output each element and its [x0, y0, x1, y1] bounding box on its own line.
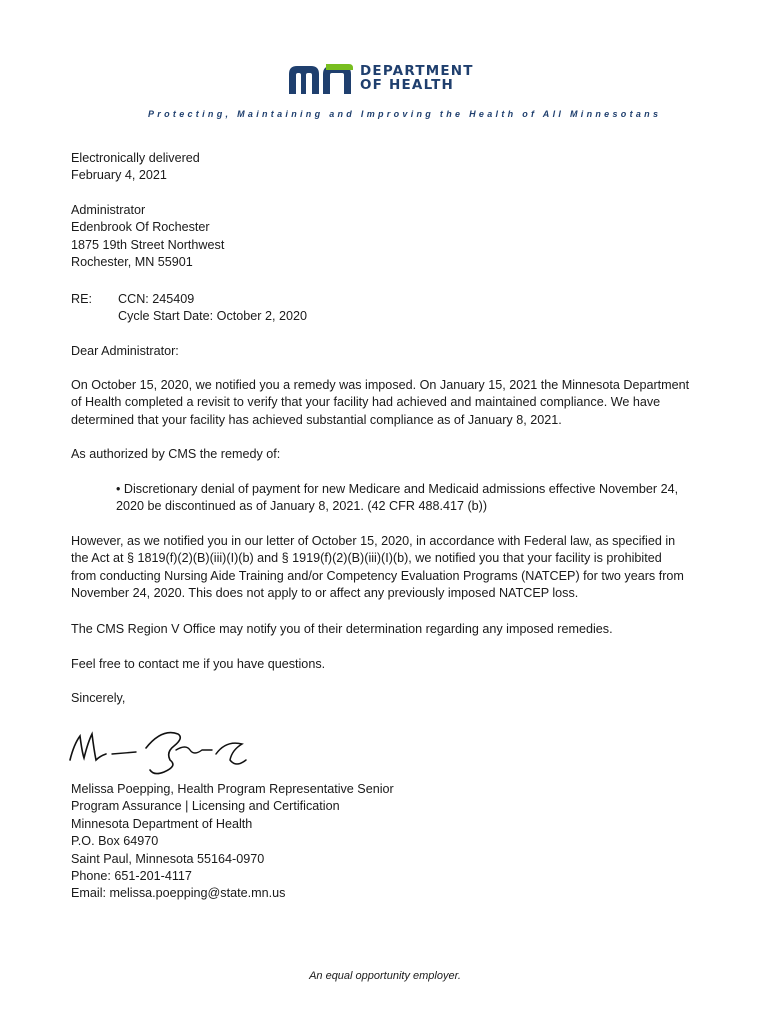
- delivery-method: Electronically delivered: [71, 151, 200, 165]
- logo-line-2: OF HEALTH: [360, 77, 455, 93]
- paragraph-natcep: [71, 533, 701, 603]
- logo-line-1: DEPARTMENT: [360, 63, 474, 79]
- recipient-title: Administrator: [71, 203, 146, 217]
- sender-email: Email: melissa.poepping@state.mn.us: [71, 886, 286, 901]
- paragraph-line: from conducting Nursing Aide Training and/or Competency Evaluation Programs (NATCEP) for two years from: [71, 568, 684, 583]
- recipient-facility: Edenbrook Of Rochester: [71, 220, 210, 235]
- recipient-street: 1875 19th Street Northwest: [71, 237, 225, 252]
- handwritten-signature: [66, 724, 266, 783]
- paragraph-line: determined that your facility has achieved substantial compliance as of January 8, 2021.: [71, 412, 562, 427]
- recipient-city: Rochester, MN 55901: [71, 255, 193, 270]
- paragraph-line: of Health completed a revisit to verify that your facility had achieved and maintained compliance. We have: [71, 395, 661, 410]
- paragraph-authorized: As authorized by CMS the remedy of:: [71, 447, 281, 461]
- paragraph-line: However, as we notified you in our letter of October 15, 2020, in accordance with Federal law, as specified in: [71, 534, 676, 548]
- paragraph-contact: Feel free to contact me if you have questions.: [71, 657, 326, 671]
- remedy-bullet: [116, 481, 706, 516]
- paragraph-line: November 24, 2020. This does not apply to or affect any previously imposed NATCEP loss.: [71, 586, 579, 601]
- bullet-line: • Discretionary denial of payment for new Medicare and Medicaid admissions effective November 24,: [116, 482, 679, 496]
- tagline: Protecting, Maintaining and Improving the Health of All Minnesotans: [148, 109, 662, 119]
- sender-po-box: P.O. Box 64970: [71, 834, 159, 849]
- re-ccn: CCN: 245409: [118, 292, 195, 306]
- re-details: [118, 291, 307, 326]
- sender-name-title: Melissa Poepping, Health Program Representative Senior: [71, 782, 394, 796]
- sender-city: Saint Paul, Minnesota 55164-0970: [71, 851, 265, 866]
- sender-program: Program Assurance | Licensing and Certification: [71, 799, 340, 814]
- paragraph-line: On October 15, 2020, we notified you a remedy was imposed. On January 15, 2021 the Minnesota Department: [71, 378, 690, 392]
- delivery-block: [71, 150, 200, 185]
- salutation: Dear Administrator:: [71, 344, 179, 358]
- paragraph-line: the Act at § 1819(f)(2)(B)(iii)(I)(b) and § 1919(f)(2)(B)(iii)(I)(b), we notified you that your facility is prohibited: [71, 551, 662, 566]
- bullet-line: 2020 be discontinued as of January 8, 2021. (42 CFR 488.417 (b)): [116, 499, 488, 514]
- department-wordmark: [360, 64, 474, 92]
- footer-eeo: An equal opportunity employer.: [309, 970, 461, 982]
- paragraph-cms-region: The CMS Region V Office may notify you of their determination regarding any imposed remedies.: [71, 622, 613, 636]
- mdh-logo: [289, 64, 489, 96]
- paragraph-remedy-status: [71, 377, 701, 429]
- sender-block: [71, 781, 394, 903]
- sender-phone: Phone: 651-201-4117: [71, 869, 192, 884]
- sender-agency: Minnesota Department of Health: [71, 816, 253, 831]
- letter-date: February 4, 2021: [71, 168, 167, 183]
- mn-logo-mark: [289, 64, 355, 94]
- recipient-address: [71, 202, 224, 272]
- re-cycle-start: Cycle Start Date: October 2, 2020: [118, 309, 307, 324]
- closing: Sincerely,: [71, 691, 126, 705]
- re-label: RE:: [71, 292, 92, 306]
